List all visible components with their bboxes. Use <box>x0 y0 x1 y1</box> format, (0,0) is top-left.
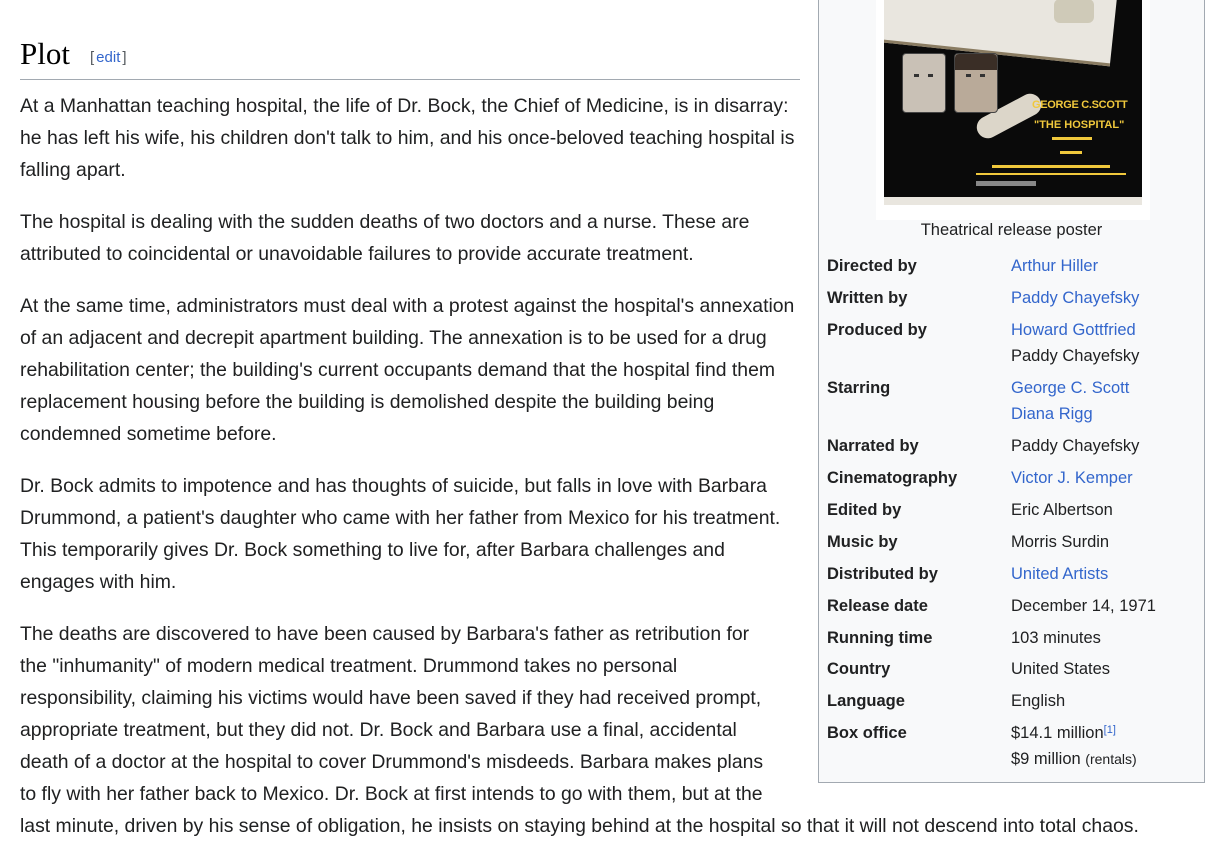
infobox-value <box>1011 720 1137 772</box>
section-title: Plot <box>20 36 70 71</box>
infobox-label: Language <box>827 692 905 710</box>
poster-credit-name: GEORGE C.SCOTT <box>1032 99 1128 111</box>
film-infobox <box>818 0 1205 783</box>
infobox-value <box>1011 375 1129 427</box>
plot-paragraph-3: At the same time, administrators must deal with a protest against the hospital's annexation of an adjacent and decrepit apartment building. The annexation is to be used for a drug rehabilitation center; the building's current occupants demand that the hospital find them replacement housing before the building is demolished despite the building being condemned sometime before. <box>20 295 795 445</box>
infobox-value <box>1011 529 1109 555</box>
infobox-label: Starring <box>827 379 891 397</box>
plot-paragraph-5-line: appropriate treatment, but they did not. Dr. Bock and Barbara use a final, accidental <box>20 719 737 741</box>
infobox-value <box>1011 561 1108 587</box>
box-office-rentals <box>1011 746 1137 772</box>
infobox-label: Cinematography <box>827 469 958 487</box>
plot-paragraph-5-line: to fly with her father back to Mexico. Dr. Bock at first intends to go with them, but at the <box>20 783 763 805</box>
poster-artwork <box>884 0 1142 203</box>
plot-paragraph-5-line: death of a doctor at the hospital to cover Drummond's misdeeds. Barbara makes plans <box>20 751 764 773</box>
poster-portrait-woman <box>954 53 998 113</box>
country-text: United States <box>1011 660 1111 678</box>
infobox-label: Narrated by <box>827 437 919 455</box>
poster-credit-title: "THE HOSPITAL" <box>1034 119 1125 131</box>
narrator-text: Paddy Chayefsky <box>1011 437 1140 455</box>
producer-text: Paddy Chayefsky <box>1011 347 1140 365</box>
poster-figure <box>1054 0 1094 23</box>
star-link[interactable]: George C. Scott <box>1011 379 1130 397</box>
box-office-rentals-text: $9 million <box>1011 750 1081 768</box>
infobox-value <box>1011 625 1101 651</box>
plot-paragraph-5-line: responsibility, claiming his victims would have been saved if they had received prompt, <box>20 687 762 709</box>
edit-bracket-close: ] <box>122 49 127 66</box>
edit-bracket-open: [ <box>90 49 95 66</box>
infobox-label: Written by <box>827 289 908 307</box>
plot-paragraph-5-line: The deaths are discovered to have been caused by Barbara's father as retribution for <box>20 623 750 645</box>
poster-fine-print <box>976 173 1126 175</box>
infobox-label: Box office <box>827 724 907 742</box>
infobox-value <box>1011 593 1156 619</box>
poster-fine-print <box>976 181 1036 186</box>
infobox-label: Produced by <box>827 321 927 339</box>
infobox-label: Edited by <box>827 501 902 519</box>
plot-heading <box>20 32 800 80</box>
rentals-note: (rentals) <box>1085 751 1137 767</box>
star-link[interactable]: Diana Rigg <box>1011 405 1093 423</box>
box-office-gross-text: $14.1 million <box>1011 724 1104 742</box>
poster-image[interactable] <box>876 0 1150 220</box>
infobox-value <box>1011 465 1133 491</box>
infobox-value <box>1011 317 1139 369</box>
poster-bottom-strip <box>884 197 1142 205</box>
plot-paragraph-1: At a Manhattan teaching hospital, the life of Dr. Bock, the Chief of Medicine, is in disarray: he has left his wife, his children don't talk to him, and his once-beloved teaching hospital is falling apart. <box>20 95 795 181</box>
editor-text: Eric Albertson <box>1011 501 1113 519</box>
edit-section <box>90 49 127 66</box>
poster-portrait-man <box>902 53 946 113</box>
poster-fine-print <box>992 165 1110 168</box>
release-date-text: December 14, 1971 <box>1011 597 1156 615</box>
infobox-label: Release date <box>827 597 928 615</box>
producer-link[interactable]: Howard Gottfried <box>1011 321 1136 339</box>
box-office-gross <box>1011 720 1137 746</box>
plot-paragraph-5-line: last minute, driven by his sense of obligation, he insists on staying behind at the hospital so that it will not descend into total chaos. <box>20 815 1139 837</box>
director-link[interactable]: Arthur Hiller <box>1011 257 1099 275</box>
infobox-label: Country <box>827 660 891 678</box>
poster-fine-print <box>1060 151 1082 154</box>
language-text: English <box>1011 692 1066 710</box>
reference-link[interactable]: [1] <box>1103 724 1116 736</box>
poster-caption: Theatrical release poster <box>920 221 1103 239</box>
infobox-label: Distributed by <box>827 565 938 583</box>
infobox-value <box>1011 433 1139 459</box>
distributor-link[interactable]: United Artists <box>1011 565 1109 583</box>
plot-paragraph-4: Dr. Bock admits to impotence and has thoughts of suicide, but falls in love with Barbara Drummond, a patient's daughter who came with her father from Mexico for his treatment. This temporarily gives Dr. Bock something to live for, after Barbara challenges and engages with him. <box>20 475 781 593</box>
infobox-value <box>1011 285 1139 311</box>
infobox-value <box>1011 253 1098 279</box>
edit-link[interactable]: edit <box>96 49 121 66</box>
plot-paragraph-2: The hospital is dealing with the sudden deaths of two doctors and a nurse. These are attributed to coincidental or unavoidable failures to provide accurate treatment. <box>20 211 750 265</box>
poster-fine-print <box>1052 137 1092 140</box>
cinematographer-link[interactable]: Victor J. Kemper <box>1011 469 1133 487</box>
infobox-value <box>1011 688 1065 714</box>
infobox-label: Directed by <box>827 257 917 275</box>
writer-link[interactable]: Paddy Chayefsky <box>1011 289 1140 307</box>
composer-text: Morris Surdin <box>1011 533 1110 551</box>
infobox-value <box>1011 656 1110 682</box>
infobox-value <box>1011 497 1113 523</box>
running-time-text: 103 minutes <box>1011 629 1101 647</box>
infobox-label: Running time <box>827 629 933 647</box>
infobox-label: Music by <box>827 533 898 551</box>
plot-paragraph-5-line: the "inhumanity" of modern medical treatment. Drummond takes no personal <box>20 655 678 677</box>
